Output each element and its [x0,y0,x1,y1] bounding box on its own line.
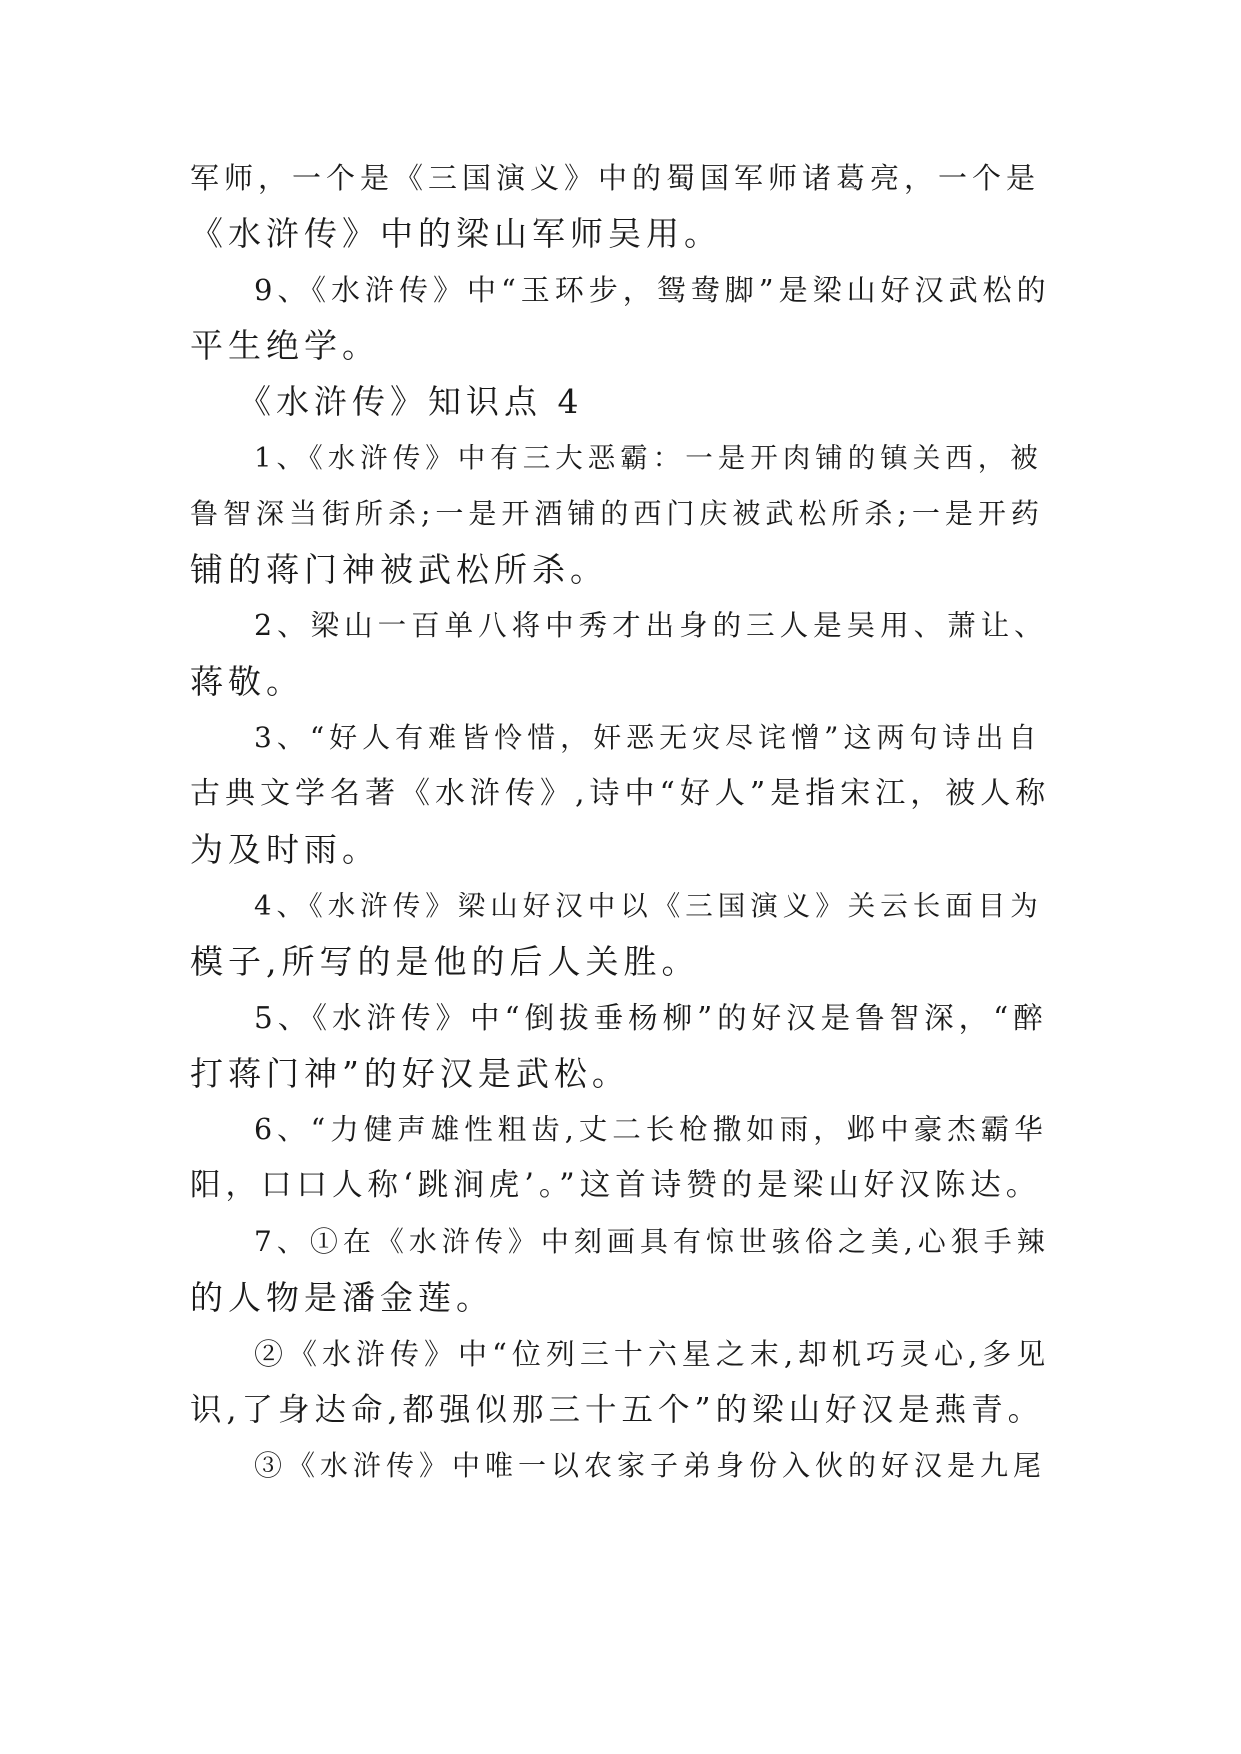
text-line: 1、《水浒传》中有三大恶霸：一是开肉铺的镇关西，被 [254,442,1043,474]
text-line: 6、“力健声雄性粗齿,丈二长枪撒如雨，邺中豪杰霸华 [254,1113,1048,1146]
text-line: ③《水浒传》中唯一以农家子弟身份入伙的好汉是九尾 [254,1449,1047,1482]
section-heading: 《水浒传》知识点 4 [238,382,584,421]
text-line: 2、梁山一百单八将中秀才出身的三人是吴用、萧让、 [254,609,1048,642]
text-line: 打蒋门神”的好汉是武松。 [190,1054,630,1093]
text-line: ②《水浒传》中“位列三十六星之末,却机巧灵心,多见 [254,1337,1051,1371]
text-line: 3、“好人有难皆怜惜，奸恶无灾尽诧憎”这两句诗出自 [254,721,1042,754]
text-line: 阳，口口人称‘跳涧虎’。”这首诗赞的是梁山好汉陈达。 [190,1168,1042,1203]
text-line: 4、《水浒传》梁山好汉中以《三国演义》关云长面目为 [254,890,1043,922]
text-line: 《水浒传》中的梁山军师吴用。 [190,214,722,253]
text-line: 蒋敬。 [190,662,304,701]
text-line: 鲁智深当街所杀;一是开酒铺的西门庆被武松所杀;一是开药 [190,497,1044,530]
text-line: 平生绝学。 [190,326,380,365]
text-line: 5、《水浒传》中“倒拔垂杨柳”的好汉是鲁智深，“醉 [254,1001,1048,1035]
text-line: 7、①在《水浒传》中刻画具有惊世骇俗之美,心狠手辣 [254,1225,1050,1258]
text-line: 9、《水浒传》中“玉环步，鸳鸯脚”是梁山好汉武松的 [254,273,1051,307]
text-line: 的人物是潘金莲。 [190,1278,494,1317]
text-line: 模子,所写的是他的后人关胜。 [190,942,700,981]
text-line: 军师，一个是《三国演义》中的蜀国军师诸葛亮，一个是 [190,161,1041,195]
text-line: 铺的蒋门神被武松所杀。 [190,550,608,589]
text-line: 古典文学名著《水浒传》,诗中“好人”是指宋江，被人称 [190,776,1051,811]
text-line: 为及时雨。 [190,830,380,869]
text-line: 识,了身达命,都强似那三十五个”的梁山好汉是燕青。 [190,1392,1045,1428]
